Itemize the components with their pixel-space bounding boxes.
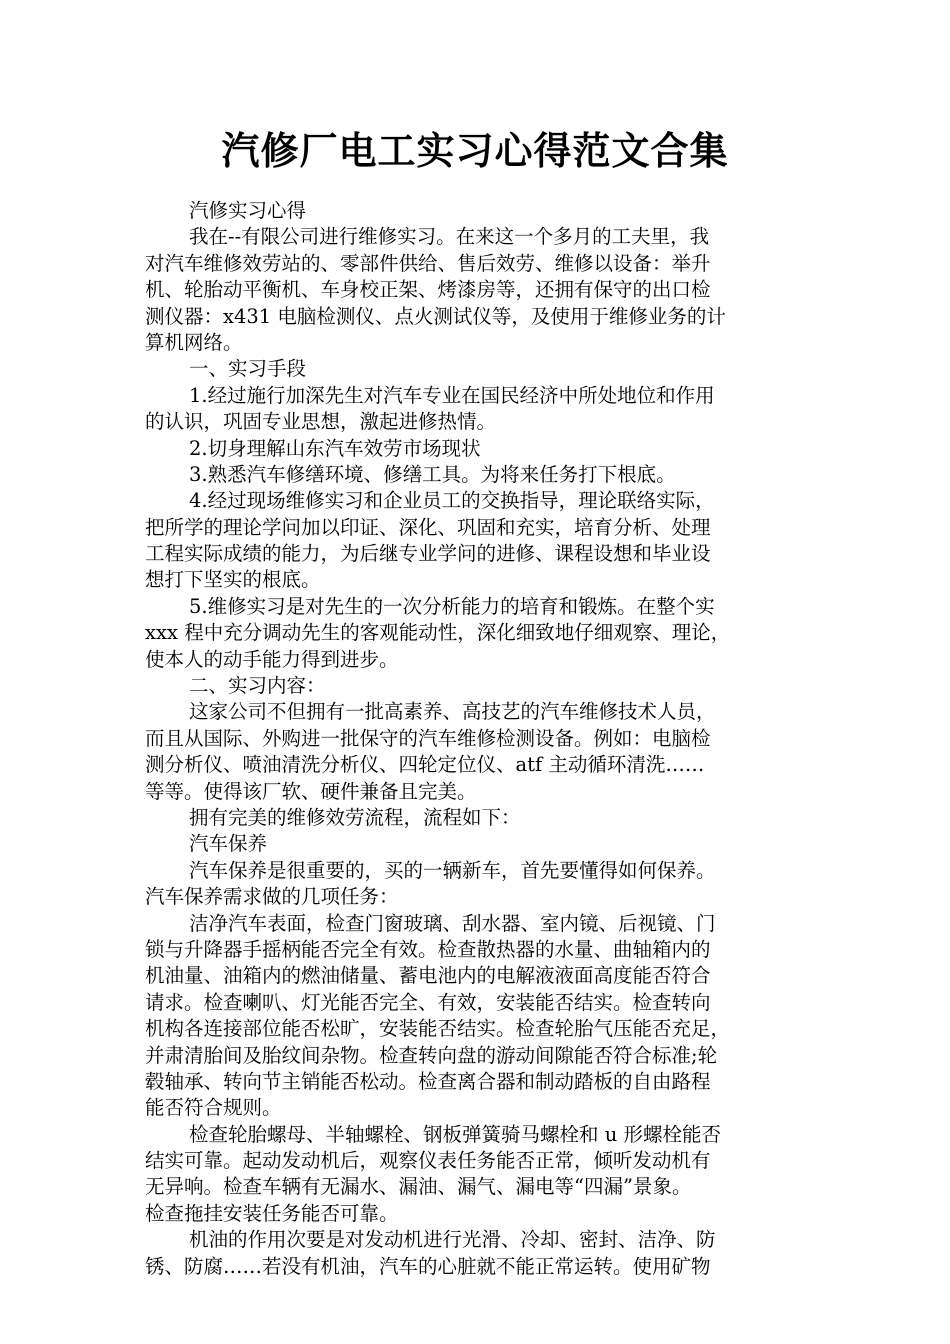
- text-line: 算机网络。: [145, 330, 243, 354]
- document-body: [145, 198, 815, 1280]
- text-line: 我在--有限公司进行维修实习。在来这一个多月的工夫里，我: [189, 225, 710, 249]
- text-line: xxx 程中充分调动先生的客观能动性，深化细致地仔细观察、理论，: [145, 621, 731, 645]
- text-line: 3.熟悉汽车修缮环境、修缮工具。为将来任务打下根底。: [189, 462, 676, 486]
- text-line: 洁净汽车表面，检查门窗玻璃、刮水器、室内镜、后视镜、门: [189, 911, 716, 935]
- text-line: 机构各连接部位能否松旷，安装能否结实。检查轮胎气压能否充足，: [145, 1017, 731, 1041]
- text-line: 无异响。检查车辆有无漏水、漏油、漏气、漏电等“四漏”景象。: [145, 1175, 692, 1199]
- text-line: 汽车保养: [189, 832, 268, 856]
- text-line: 的认识，巩固专业思想，激起进修热情。: [145, 410, 497, 434]
- text-line: 并肃清胎间及胎纹间杂物。检查转向盘的游动间隙能否符合标准;轮: [145, 1043, 718, 1067]
- text-line: 而且从国际、外购进一批保守的汽车维修检测设备。例如：电脑检: [145, 726, 711, 750]
- text-line: 想打下坚实的根底。: [145, 568, 321, 592]
- text-line: 拥有完美的维修效劳流程，流程如下：: [189, 805, 521, 829]
- text-line: 机油量、油箱内的燃油储量、蓄电池内的电解液液面高度能否符合: [145, 964, 711, 988]
- text-line: 测分析仪、喷油清洗分析仪、四轮定位仪、atf 主动循环清洗……: [145, 753, 705, 777]
- text-line: 请求。检查喇叭、灯光能否完全、有效，安装能否结实。检查转向: [145, 990, 711, 1014]
- text-line: 工程实际成绩的能力，为后继专业学问的进修、课程设想和毕业设: [145, 542, 711, 566]
- text-line: 测仪器：x431 电脑检测仪、点火测试仪等，及使用于维修业务的计: [145, 304, 726, 328]
- text-line: 汽车保养是很重要的，买的一辆新车，首先要懂得如何保养。: [189, 858, 716, 882]
- text-line: 检查拖挂安装任务能否可靠。: [145, 1201, 399, 1225]
- text-line: 能否符合规则。: [145, 1096, 282, 1120]
- text-line: 使本人的动手能力得到进步。: [145, 647, 399, 671]
- text-line: 这家公司不但拥有一批高素养、高技艺的汽车维修技术人员，: [189, 700, 716, 724]
- text-line: 机、轮胎动平衡机、车身校正架、烤漆房等，还拥有保守的出口检: [145, 278, 711, 302]
- text-line: 锁与升降器手摇柄能否完全有效。检查散热器的水量、曲轴箱内的: [145, 937, 711, 961]
- text-line: 一、实习手段: [189, 357, 307, 381]
- text-line: 锈、防腐……若没有机油，汽车的心脏就不能正常运转。使用矿物: [145, 1254, 711, 1278]
- text-line: 等等。使得该厂软、硬件兼备且完美。: [145, 779, 477, 803]
- text-line: 4.经过现场维修实习和企业员工的交换指导，理论联络实际，: [189, 489, 715, 513]
- text-line: 毂轴承、转向节主销能否松动。检查离合器和制动踏板的自由路程: [145, 1069, 711, 1093]
- text-line: 检查轮胎螺母、半轴螺栓、钢板弹簧骑马螺栓和 u 形螺栓能否: [189, 1122, 721, 1146]
- text-line: 把所学的理论学问加以印证、深化、巩固和充实，培育分析、处理: [145, 515, 711, 539]
- text-line: 对汽车维修效劳站的、零部件供给、售后效劳、维修以设备：举升: [145, 251, 711, 275]
- text-line: 汽修实习心得: [189, 199, 307, 222]
- text-line: 机油的作用次要是对发动机进行光滑、冷却、密封、洁净、防: [189, 1228, 716, 1252]
- text-line: 5.维修实习是对先生的一次分析能力的培育和锻炼。在整个实: [189, 594, 715, 618]
- text-line: 汽车保养需求做的几项任务：: [145, 885, 399, 909]
- text-line: 结实可靠。起动发动机后，观察仪表任务能否正常，倾听发动机有: [145, 1149, 711, 1173]
- document-title: 汽修厂电工实习心得范文合集: [221, 129, 729, 173]
- text-line: 二、实习内容：: [189, 674, 326, 698]
- text-line: 1.经过施行加深先生对汽车专业在国民经济中所处地位和作用: [189, 383, 715, 407]
- text-line: 2.切身理解山东汽车效劳市场现状: [189, 436, 481, 460]
